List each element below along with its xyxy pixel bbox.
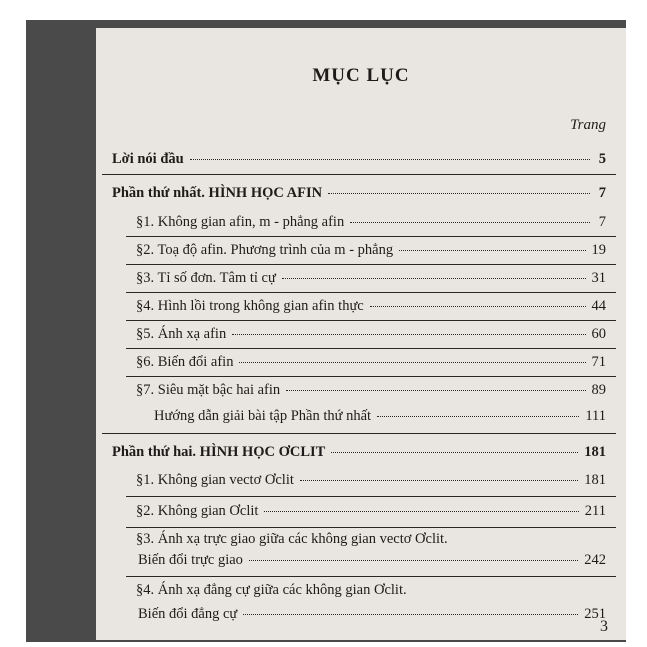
separator-line xyxy=(126,236,616,237)
toc-entry-line1: §3. Ánh xạ trực giao giữa các không gian vectơ Ơclit. xyxy=(136,531,448,547)
toc-entry xyxy=(136,503,606,520)
separator-line xyxy=(126,292,616,293)
toc-entry xyxy=(136,214,606,231)
toc-entry xyxy=(136,472,606,489)
leader-dots xyxy=(249,560,578,561)
leader-dots xyxy=(370,306,586,307)
toc-entry-label: §5. Ánh xạ afin xyxy=(136,326,227,342)
separator-line xyxy=(126,320,616,321)
leader-dots xyxy=(350,222,590,223)
leader-dots xyxy=(328,193,590,194)
leader-dots xyxy=(377,416,579,417)
toc-entry xyxy=(136,354,606,371)
book-page xyxy=(96,28,626,640)
toc-entry-label: §3. Tỉ số đơn. Tâm tỉ cự xyxy=(136,270,276,286)
leader-dots xyxy=(399,250,585,251)
toc-entry-line1: §4. Ánh xạ đẳng cự giữa các không gian Ơclit. xyxy=(136,582,407,598)
toc-entry-page: 44 xyxy=(591,298,606,314)
leader-dots xyxy=(264,511,578,512)
separator-line xyxy=(126,496,616,497)
toc-entry-page: 181 xyxy=(584,472,606,488)
toc-entry-label: §4. Hình lồi trong không gian afin thực xyxy=(136,298,364,314)
toc-entry-page: 211 xyxy=(584,503,606,519)
toc-entry-page: 111 xyxy=(585,408,606,424)
toc-entry-page: 251 xyxy=(584,606,606,622)
page-number: 3 xyxy=(600,618,608,635)
toc-entry-exercises xyxy=(154,408,606,425)
leader-dots xyxy=(190,159,590,160)
toc-entry-foreword xyxy=(112,151,606,168)
toc-entry-label: §6. Biến đổi afin xyxy=(136,354,234,370)
leader-dots xyxy=(282,278,586,279)
separator-line xyxy=(126,527,616,528)
toc-entry-label: §7. Siêu mặt bậc hai afin xyxy=(136,382,281,398)
toc-part-one xyxy=(112,185,606,202)
toc-entry-label: Biến đổi đẳng cự xyxy=(138,606,238,622)
toc-entry-page: 31 xyxy=(591,270,606,286)
separator-line xyxy=(126,348,616,349)
page-column-header: Trang xyxy=(570,117,606,133)
leader-dots xyxy=(331,452,578,453)
leader-dots xyxy=(300,480,578,481)
toc-entry-page: 181 xyxy=(584,444,606,460)
toc-entry xyxy=(136,382,606,399)
toc-entry-label: Biến đổi trực giao xyxy=(138,552,243,568)
toc-entry-label: Hướng dẫn giải bài tập Phần thứ nhất xyxy=(154,408,372,424)
toc-entry-page: 71 xyxy=(591,354,606,370)
toc-entry-label: Phần thứ hai. HÌNH HỌC ƠCLIT xyxy=(112,444,326,460)
leader-dots xyxy=(243,614,578,615)
toc-entry xyxy=(138,552,606,569)
toc-part-two xyxy=(112,444,606,461)
toc-entry-page: 89 xyxy=(591,382,606,398)
toc-entry-label: Lời nói đầu xyxy=(112,151,184,167)
toc-entry-page: 7 xyxy=(598,185,606,201)
toc-entry xyxy=(136,298,606,315)
toc-entry-page: 60 xyxy=(591,326,606,342)
leader-dots xyxy=(286,390,585,391)
toc-entry-label: §2. Không gian Ơclit xyxy=(136,503,259,519)
toc-entry-label: Phần thứ nhất. HÌNH HỌC AFIN xyxy=(112,185,323,201)
toc-entry xyxy=(136,326,606,343)
leader-dots xyxy=(232,334,585,335)
toc-entry-label: §2. Toạ độ afin. Phương trình của m - phẳng xyxy=(136,242,394,258)
separator-line xyxy=(102,174,616,175)
toc-entry xyxy=(136,270,606,287)
toc-entry-page: 242 xyxy=(584,552,606,568)
separator-line xyxy=(126,376,616,377)
toc-entry-label: §1. Không gian afin, m - phẳng afin xyxy=(136,214,345,230)
page-title: MỤC LỤC xyxy=(312,65,410,86)
toc-entry-page: 19 xyxy=(591,242,606,258)
separator-line xyxy=(126,576,616,577)
toc-entry-label: §1. Không gian vectơ Ơclit xyxy=(136,472,294,488)
toc-entry-page: 7 xyxy=(598,214,606,230)
toc-entry xyxy=(136,242,606,259)
toc-entry xyxy=(138,606,606,623)
separator-line xyxy=(102,433,616,434)
leader-dots xyxy=(239,362,585,363)
toc-entry-page: 5 xyxy=(598,151,606,167)
separator-line xyxy=(126,264,616,265)
